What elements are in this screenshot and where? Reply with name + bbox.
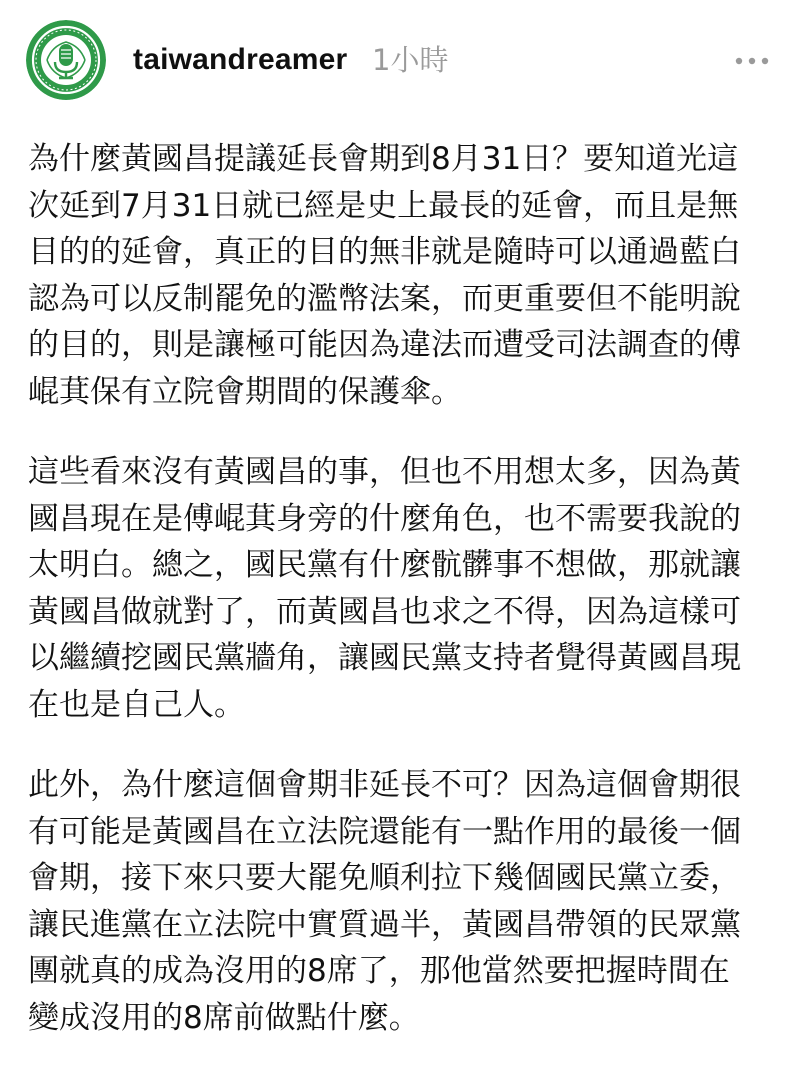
- avatar[interactable]: [26, 20, 106, 100]
- timestamp: 1小時: [372, 43, 449, 77]
- more-options-button[interactable]: [730, 44, 774, 76]
- username[interactable]: taiwandreamer: [133, 43, 348, 76]
- post-header: [0, 0, 800, 120]
- post-paragraph-2: 這些看來沒有黃國昌的事，但也不用想太多，因為黃 國昌現在是傅崐萁身旁的什麼角色，也不需要我說的 太明白。總之，國民黨有什麼骯髒事不想做，那就讓 黃國昌做就對了，而黃國昌也求之不得，因為這樣可 以繼續挖國民黨牆角，讓國民黨支持者覺得黃國昌現 在也是自己人。: [28, 454, 741, 723]
- more-horizontal-icon: [730, 44, 774, 76]
- microphone-logo-icon: [26, 20, 106, 100]
- post-paragraph-3: 此外，為什麼這個會期非延長不可？因為這個會期很 有可能是黃國昌在立法院還能有一點作用的最後一個 會期，接下來只要大罷免順利拉下幾個國民黨立委， 讓民進黨在立法院中實質過半，黃國昌帶領的民眾黨 團就真的成為沒用的8席了，那他當然要把握時間在 變成沒用的8席前做點什麼。: [28, 767, 741, 1036]
- post-paragraph-1: 為什麼黃國昌提議延長會期到8月31日？要知道光這 次延到7月31日就已經是史上最長的延會，而且是無 目的的延會，真正的目的無非就是隨時可以通過藍白 認為可以反制罷免的濫幣法案，而更重要但不能明說 的目的，則是讓極可能因為違法而遭受司法調查的傅 崐萁保有立院會期間的保護傘。: [28, 141, 741, 410]
- post-body: [28, 136, 776, 1075]
